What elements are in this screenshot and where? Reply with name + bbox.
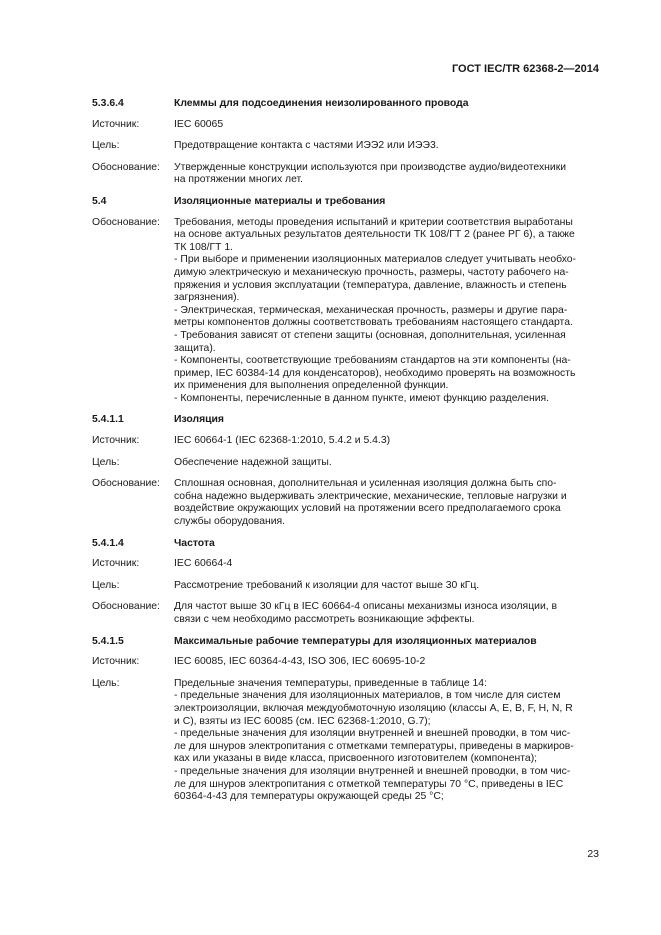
field-label: Источник:: [92, 558, 140, 570]
field-value: [174, 217, 600, 406]
field-value: [174, 119, 600, 132]
text-line: метры компонентов должны соответствовать требованиям настоящего стандарта.: [174, 317, 573, 329]
section-field: [92, 435, 600, 448]
section-field: [92, 457, 600, 470]
text-line: - предельные значения для изоляционных материалов, в том числе для систем: [174, 690, 561, 702]
field-value: [174, 580, 600, 593]
section-heading: [92, 636, 600, 649]
text-line: их применения для выполнения определенной функции.: [174, 380, 449, 392]
field-label: Источник:: [92, 435, 140, 447]
text-line: электроизоляции, включая междуобмоточную изоляцию (классы A, E, B, F, H, N, R: [174, 702, 573, 714]
field-label: Цель:: [92, 456, 120, 468]
text-line: - Электрическая, термическая, механическая прочность, размеры и другие пара-: [174, 304, 568, 316]
section-number: 5.4.1.1: [92, 414, 124, 426]
section-number: 5.4.1.4: [92, 537, 124, 549]
text-line: защита).: [174, 342, 216, 354]
text-line: - предельные значения для изоляции внутренней и внешней проводки, в том чис-: [174, 765, 571, 777]
field-label: Обоснование:: [92, 478, 160, 490]
text-line: - Компоненты, соответствующие требованиям стандартов на эти компоненты (на-: [174, 355, 571, 367]
section-heading: [92, 196, 600, 209]
text-line: ках или указаны в виде класса, присвоенного изготовителем (компонента);: [174, 753, 538, 765]
text-line: ле для шнуров электропитания с отметкой температуры 70 °С, приведены в IEC: [174, 778, 564, 790]
text-line: - Требования зависят от степени защиты (основная, дополнительная, усиленная: [174, 329, 566, 341]
text-line: собна надежно выдерживать электрические, механические, тепловые нагрузки и: [174, 490, 567, 502]
document-body: [92, 98, 600, 813]
field-label: Обоснование:: [92, 161, 160, 173]
section-title: Максимальные рабочие температуры для изоляционных материалов: [174, 635, 537, 647]
text-line: ле для шнуров электропитания с отметками температуры, приведены в маркиров-: [174, 740, 574, 752]
section-heading: [92, 414, 600, 427]
section-field: [92, 217, 600, 406]
text-line: Для частот выше 30 кГц в IEC 60664-4 описаны механизмы износа изоляции, в: [174, 601, 558, 613]
text-line: Предотвращение контакта с частями ИЭЭ2 или ИЭЭ3.: [174, 140, 439, 152]
field-value: [174, 140, 600, 153]
section-field: [92, 162, 600, 187]
section-heading: [92, 538, 600, 551]
field-value: [174, 435, 600, 448]
field-label: Обоснование:: [92, 601, 160, 613]
text-line: и C), взяты из IEC 60085 (см. IEC 62368-1:2010, G.7);: [174, 715, 431, 727]
field-label: Цель:: [92, 677, 120, 689]
section-field: [92, 580, 600, 593]
section-number: 5.4.1.5: [92, 635, 124, 647]
section-number: 5.4: [92, 195, 107, 207]
text-line: на основе актуальных результатов деятельности ТК 108/ГТ 2 (ранее РГ 6), а также: [174, 229, 575, 241]
text-line: Предельные значения температуры, приведенные в таблице 14:: [174, 677, 487, 689]
text-line: Утвержденные конструкции используются при производстве аудио/видеотехники: [174, 161, 567, 173]
field-value: [174, 678, 600, 804]
text-line: загрязнения).: [174, 292, 240, 304]
section-field: [92, 678, 600, 804]
field-label: Источник:: [92, 118, 140, 130]
section-field: [92, 140, 600, 153]
field-value: [174, 478, 600, 528]
section-field: [92, 119, 600, 132]
section-title: Частота: [174, 537, 215, 549]
text-line: на протяжении многих лет.: [174, 174, 304, 186]
text-line: Обеспечение надежной защиты.: [174, 456, 332, 468]
text-line: ТК 108/ГТ 1.: [174, 241, 234, 253]
text-line: - Компоненты, перечисленные в данном пункте, имеют функцию разделения.: [174, 392, 550, 404]
text-line: IEC 60065: [174, 118, 224, 130]
section-heading: [92, 98, 600, 111]
section-title: Изоляционные материалы и требования: [174, 195, 386, 207]
text-line: - При выборе и применении изоляционных материалов следует учитывать необхо-: [174, 254, 577, 266]
text-line: Сплошная основная, дополнительная и усиленная изоляция должна быть спо-: [174, 478, 557, 490]
text-line: пряжения и условия эксплуатации (температура, давление, влажность и степень: [174, 279, 567, 291]
field-label: Цель:: [92, 140, 120, 152]
section-field: [92, 656, 600, 669]
standard-header: ГОСТ IEC/TR 62368-2—2014: [451, 63, 599, 75]
field-value: [174, 656, 600, 669]
section-title: Изоляция: [174, 414, 224, 426]
text-line: - предельные значения для изоляции внутренней и внешней проводки, в том чис-: [174, 728, 571, 740]
field-label: Обоснование:: [92, 216, 160, 228]
field-value: [174, 558, 600, 571]
text-line: пример, IEC 60384-14 для конденсаторов), необходимо проверять на возможность: [174, 367, 576, 379]
section-field: [92, 558, 600, 571]
text-line: IEC 60664-4: [174, 558, 233, 570]
field-label: Цель:: [92, 579, 120, 591]
text-line: IEC 60085, IEC 60364-4-43, ISO 306, IEC 60695-10-2: [174, 656, 426, 668]
section-number: 5.3.6.4: [92, 98, 124, 109]
section-title: Клеммы для подсоединения неизолированного провода: [174, 98, 469, 109]
text-line: воздействие окружающих условий на протяжении всего предполагаемого срока: [174, 503, 561, 515]
section-field: [92, 478, 600, 528]
text-line: Рассмотрение требований к изоляции для частот выше 30 кГц.: [174, 579, 480, 591]
field-value: [174, 457, 600, 470]
section-field: [92, 601, 600, 626]
text-line: Требования, методы проведения испытаний и критерии соответствия выработаны: [174, 216, 573, 228]
field-label: Источник:: [92, 656, 140, 668]
text-line: службы оборудования.: [174, 516, 286, 528]
text-line: IEC 60664-1 (IEC 62368-1:2010, 5.4.2 и 5.4.3): [174, 435, 391, 447]
field-value: [174, 162, 600, 187]
text-line: связи с чем необходимо рассмотреть возникающие эффекты.: [174, 614, 475, 625]
text-line: 60364-4-43 для температуры окружающей среды 25 °С;: [174, 791, 444, 803]
page-number: 23: [587, 848, 599, 860]
field-value: [174, 601, 600, 626]
text-line: димую электрическую и механическую прочность, размеры, частоту рабочего на-: [174, 266, 569, 278]
